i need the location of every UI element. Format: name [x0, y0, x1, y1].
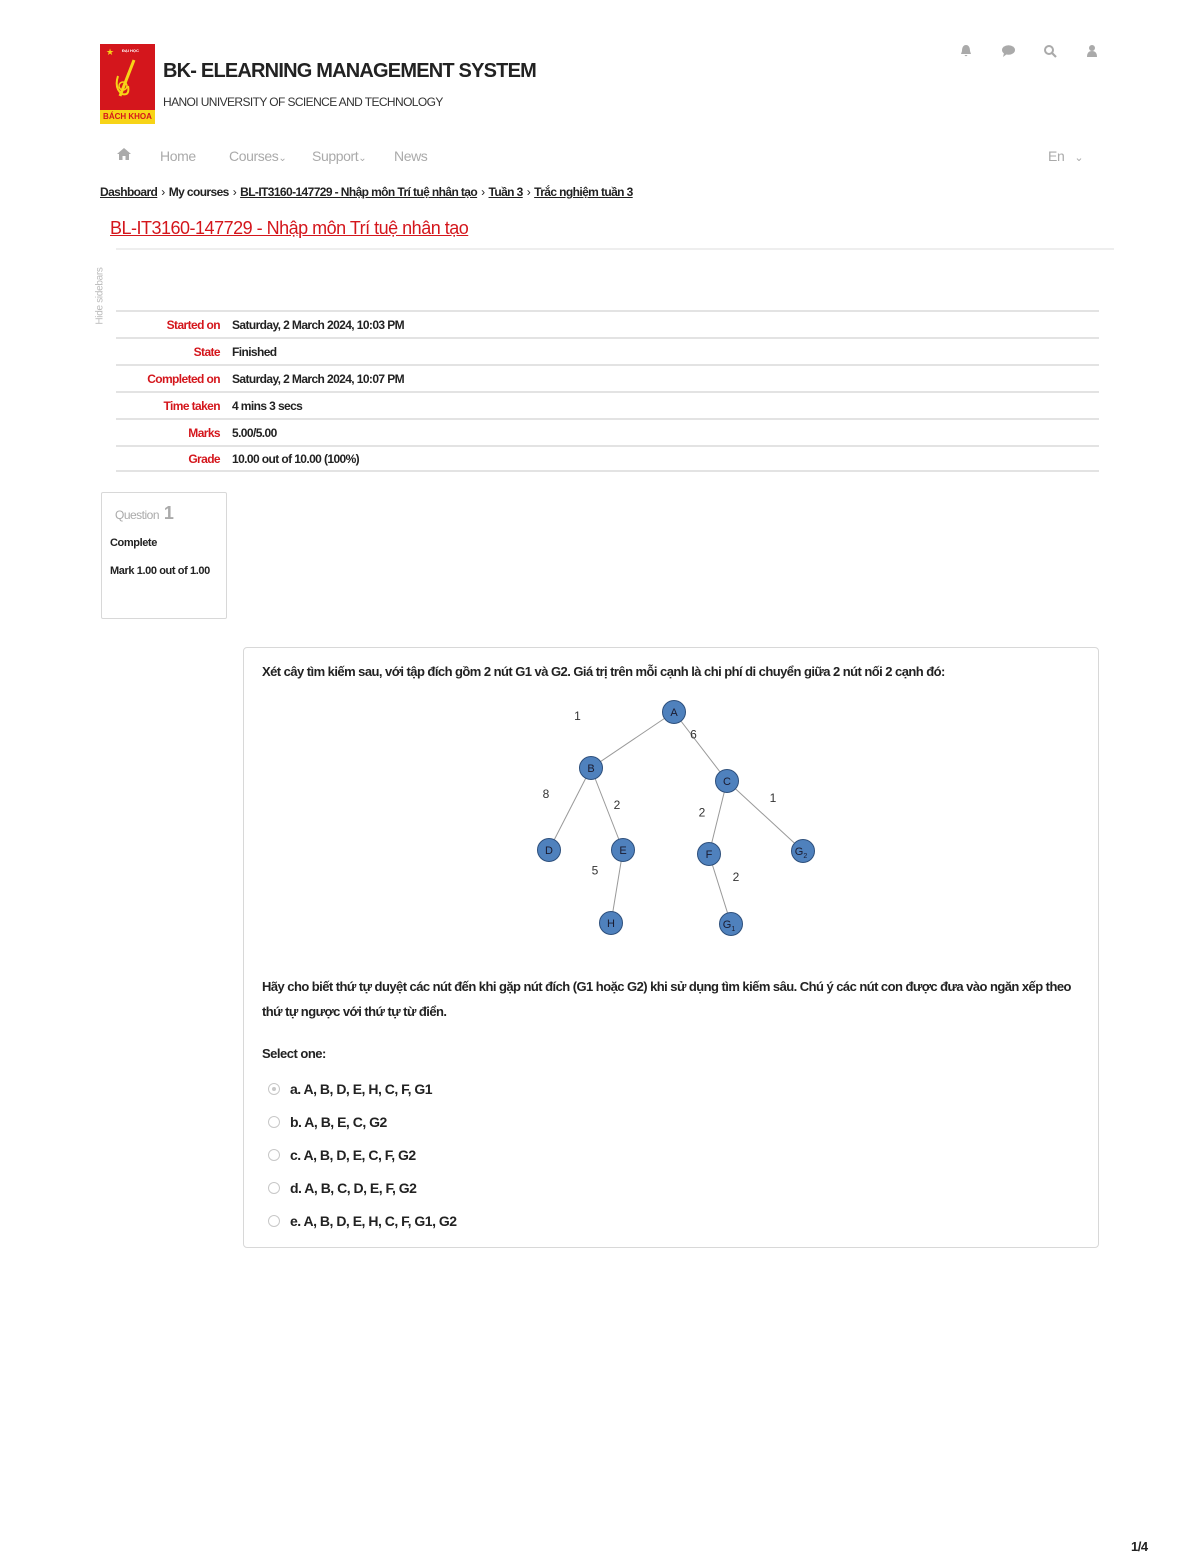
main-navbar	[112, 144, 1092, 170]
summary-label: Grade	[188, 451, 220, 466]
title-divider	[116, 248, 1114, 250]
breadcrumb-separator: ›	[526, 185, 531, 199]
nav-news[interactable]: News	[394, 148, 428, 164]
tree-edge-cost: 6	[690, 727, 697, 742]
course-title[interactable]: BL-IT3160-147729 - Nhập môn Trí tuệ nhân tạo	[110, 218, 469, 238]
logo-bottom-text: BÁCH KHOA	[100, 110, 155, 124]
summary-row-marks	[116, 418, 1099, 445]
answer-option-b[interactable]	[268, 1105, 457, 1138]
site-subtitle: HANOI UNIVERSITY OF SCIENCE AND TECHNOLOGY	[163, 95, 443, 109]
site-header	[100, 44, 1100, 126]
bell-icon[interactable]	[958, 44, 974, 60]
answer-option-c[interactable]	[268, 1138, 457, 1171]
answer-label: a. A, B, D, E, H, C, F, G1	[290, 1080, 433, 1097]
tree-node-label: D	[545, 845, 553, 857]
select-one-label: Select one:	[262, 1046, 326, 1061]
site-title[interactable]: BK- ELEARNING MANAGEMENT SYSTEM	[163, 60, 536, 82]
breadcrumb-item-week[interactable]: Tuần 3	[488, 185, 523, 199]
answer-label: e. A, B, D, E, H, C, F, G1, G2	[290, 1212, 457, 1229]
nav-home[interactable]: Home	[160, 148, 196, 164]
summary-value: 4 mins 3 secs	[232, 398, 303, 413]
question-number-value: 1	[163, 503, 174, 523]
breadcrumb-separator: ›	[232, 185, 237, 199]
logo-emblem-icon	[110, 56, 144, 104]
answer-label: d. A, B, C, D, E, F, G2	[290, 1179, 417, 1196]
tree-node-label: $G_1$	[722, 919, 736, 933]
chevron-down-icon: ⌄	[358, 153, 367, 164]
summary-label: Marks	[188, 425, 220, 440]
tree-edge-cost: 2	[698, 805, 706, 820]
summary-value: Saturday, 2 March 2024, 10:03 PM	[232, 317, 405, 332]
page-number: 1/4	[1131, 1539, 1148, 1553]
question-number	[115, 503, 173, 524]
question-prompt: Hãy cho biết thứ tự duyệt các nút đến khi gặp nút đích (G1 hoặc G2) khi sử dụng tìm kiếm sâu. Chú ý các nút con được đưa vào ngăn xếp theo thứ tự ngược với thứ tự từ điển.	[262, 979, 1071, 1019]
tree-node-label: $G_2$	[794, 846, 808, 860]
language-select[interactable]	[1048, 148, 1083, 164]
summary-value: 5.00/5.00	[232, 425, 277, 440]
summary-label: Time taken	[163, 398, 220, 413]
answer-list	[268, 1072, 457, 1237]
tree-edge-C-G2	[727, 781, 803, 851]
breadcrumb-separator: ›	[161, 185, 165, 199]
summary-row-state	[116, 337, 1099, 364]
tree-edge-cost: 5	[591, 863, 599, 878]
answer-option-e[interactable]	[268, 1204, 457, 1237]
nav-courses-label: Courses	[229, 148, 279, 164]
question-content-box	[243, 647, 1099, 1248]
question-mark: Mark 1.00 out of 1.00	[110, 565, 210, 577]
breadcrumb-item-course[interactable]: BL-IT3160-147729 - Nhập môn Trí tuệ nhân tạo	[240, 185, 478, 199]
summary-value: Saturday, 2 March 2024, 10:07 PM	[232, 371, 405, 386]
tree-node-label: B	[587, 763, 595, 775]
user-icon[interactable]	[1084, 44, 1100, 60]
breadcrumb-item-quiz[interactable]: Trắc nghiệm tuần 3	[534, 185, 633, 199]
answer-option-a[interactable]	[268, 1072, 457, 1105]
summary-row-completed	[116, 364, 1099, 391]
summary-value: Finished	[232, 344, 277, 359]
answer-label: c. A, B, D, E, C, F, G2	[290, 1146, 416, 1163]
summary-row-grade	[116, 445, 1099, 472]
header-icon-bar	[958, 44, 1100, 60]
language-label: En	[1048, 148, 1065, 164]
nav-support[interactable]	[312, 148, 366, 164]
logo-top-text: ĐẠI HỌC	[122, 48, 139, 53]
tree-node-label: E	[619, 845, 627, 857]
answer-radio-e[interactable]	[268, 1215, 280, 1227]
summary-label: State	[193, 344, 220, 359]
answer-label: b. A, B, E, C, G2	[290, 1113, 387, 1130]
answer-radio-a[interactable]	[268, 1083, 280, 1095]
tree-edge-cost: 1	[769, 791, 777, 805]
question-text: Xét cây tìm kiếm sau, với tập đích gồm 2 nút G1 và G2. Giá trị trên mỗi cạnh là chi phí di chuyển giữa 2 nút nối 2 cạnh đó:	[262, 664, 945, 679]
nav-support-label: Support	[312, 148, 359, 164]
tree-edge-A-B	[591, 712, 674, 768]
tree-edge-A-C	[674, 712, 727, 781]
summary-row-time-taken	[116, 391, 1099, 418]
breadcrumb-separator: ›	[481, 185, 485, 199]
university-logo[interactable]	[100, 44, 155, 124]
breadcrumb	[100, 185, 633, 199]
tree-edge-cost: 8	[542, 787, 550, 801]
search-tree-diagram	[244, 648, 1100, 948]
tree-edge-B-D	[549, 768, 591, 850]
tree-node-label: A	[670, 707, 678, 719]
search-icon[interactable]	[1042, 44, 1058, 60]
question-info-box	[101, 492, 227, 619]
answer-option-d[interactable]	[268, 1171, 457, 1204]
question-label: Question	[115, 508, 160, 522]
tree-edge-cost: 2	[613, 798, 621, 812]
chevron-down-icon: ⌄	[278, 153, 287, 164]
logo-star-icon: ★	[106, 47, 115, 57]
tree-node-label: F	[705, 849, 713, 861]
summary-row-started	[116, 310, 1099, 337]
breadcrumb-item-dashboard[interactable]: Dashboard	[100, 185, 158, 199]
summary-label: Completed on	[147, 371, 220, 386]
tree-node-label: H	[607, 918, 615, 930]
summary-value: 10.00 out of 10.00 (100%)	[232, 451, 360, 466]
tree-node-label: C	[723, 776, 731, 788]
question-state: Complete	[110, 537, 157, 549]
breadcrumb-item-my-courses[interactable]: My courses	[168, 185, 229, 199]
hide-sidebar-toggle[interactable]	[90, 258, 110, 334]
answer-radio-d[interactable]	[268, 1182, 280, 1194]
answer-radio-b[interactable]	[268, 1116, 280, 1128]
tree-edge-cost: 2	[732, 870, 740, 884]
chevron-down-icon: ⌄	[1074, 152, 1084, 164]
answer-radio-c[interactable]	[268, 1149, 280, 1161]
nav-courses[interactable]	[229, 148, 286, 164]
tree-edge-cost: 1	[574, 709, 581, 723]
chat-icon[interactable]	[1000, 44, 1016, 60]
summary-label: Started on	[166, 317, 220, 332]
attempt-summary-table	[116, 310, 1099, 472]
hide-sidebar-label: Hide sidebars	[94, 267, 106, 325]
home-icon[interactable]	[116, 147, 132, 161]
